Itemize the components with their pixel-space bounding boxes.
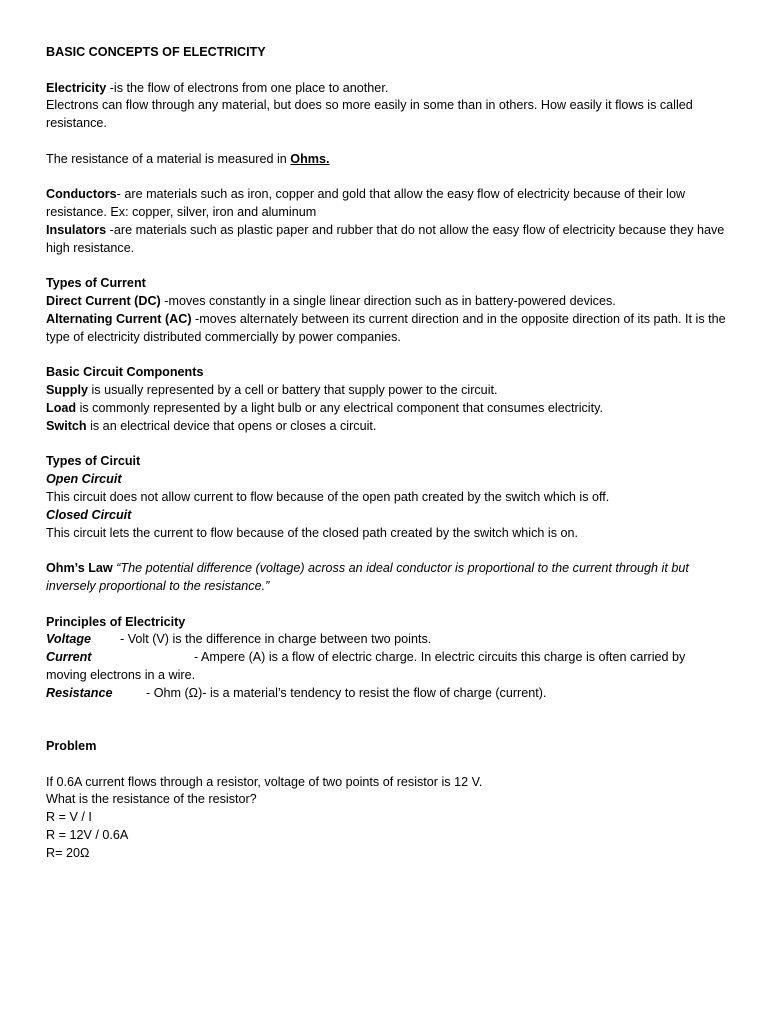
closed-circuit-definition: This circuit lets the current to flow because of the closed path created by the switch which is on. xyxy=(46,525,578,540)
dc-term: Direct Current (DC) xyxy=(46,294,161,309)
components-heading: Basic Circuit Components xyxy=(46,365,204,380)
load-definition: Load is commonly represented by a light bulb or any electrical component that consumes electricity. xyxy=(46,400,603,415)
ohms-law-quote: “The potential difference (voltage) across an ideal conductor is proportional to the current through it but inversely proportional to the resistance.” xyxy=(46,561,689,593)
switch-definition: Switch is an electrical device that opens or closes a circuit. xyxy=(46,418,377,433)
document-title: BASIC CONCEPTS OF ELECTRICITY xyxy=(46,45,266,59)
ohms-unit: Ohms. xyxy=(290,151,330,166)
switch-term: Switch xyxy=(46,418,87,433)
problem-line-1: If 0.6A current flows through a resistor, voltage of two points of resistor is 12 V. xyxy=(46,774,483,789)
supply-term: Supply xyxy=(46,383,88,398)
resistance-term: Resistance xyxy=(46,685,113,700)
types-of-current-heading: Types of Current xyxy=(46,276,146,291)
insulators-definition: Insulators -are materials such as plastic paper and rubber that do not allow the easy flow of electricity because they have high resistance. xyxy=(46,222,725,255)
document-page xyxy=(46,44,726,863)
solution-step-3: R= 20Ω xyxy=(46,845,90,860)
open-circuit-definition: This circuit does not allow current to flow because of the open path created by the switch which is off. xyxy=(46,489,610,504)
resistance-measure-line: The resistance of a material is measured in Ohms. xyxy=(46,151,330,166)
open-circuit-term: Open Circuit xyxy=(46,472,122,487)
electricity-term: Electricity xyxy=(46,80,107,95)
ohms-law xyxy=(46,560,726,596)
voltage-definition: Voltage - Volt (V) is the difference in charge between two points. xyxy=(46,631,726,649)
problem-heading: Problem xyxy=(46,739,97,754)
electricity-definition: Electricity -is the flow of electrons from one place to another. xyxy=(46,80,389,95)
types-of-circuit-heading: Types of Circuit xyxy=(46,454,141,469)
resistance-definition: Resistance - Ohm (Ω)- is a material’s tendency to resist the flow of charge (current). xyxy=(46,685,726,703)
conductors-term: Conductors xyxy=(46,187,117,202)
dc-definition: Direct Current (DC) -moves constantly in a single linear direction such as in battery-powered devices. xyxy=(46,294,616,309)
ohms-law-term: Ohm’s Law xyxy=(46,561,113,576)
ac-definition: Alternating Current (AC) -moves alternately between its current direction and in the opposite direction of its path. It is the type of electricity distributed commercially by power companies. xyxy=(46,311,726,344)
solution-step-1: R = V / I xyxy=(46,810,92,825)
problem-line-2: What is the resistance of the resistor? xyxy=(46,792,257,807)
insulators-term: Insulators xyxy=(46,222,107,237)
supply-definition: Supply is usually represented by a cell or battery that supply power to the circuit. xyxy=(46,383,498,398)
principles-heading: Principles of Electricity xyxy=(46,614,186,629)
ac-term: Alternating Current (AC) xyxy=(46,311,192,326)
electricity-explanation: Electrons can flow through any material, but does so more easily in some than in others. How easily it flows is called resistance. xyxy=(46,98,693,131)
conductors-definition: Conductors- are materials such as iron, copper and gold that allow the easy flow of electricity because of their low resistance. Ex: copper, silver, iron and aluminum xyxy=(46,187,686,220)
current-term: Current xyxy=(46,650,92,665)
current-definition: Current - Ampere (A) is a flow of electric charge. In electric circuits this charge is often carried by moving electrons in a wire. xyxy=(46,650,686,682)
load-term: Load xyxy=(46,400,77,415)
closed-circuit-term: Closed Circuit xyxy=(46,507,132,522)
solution-step-2: R = 12V / 0.6A xyxy=(46,828,129,843)
voltage-term: Voltage xyxy=(46,632,92,647)
